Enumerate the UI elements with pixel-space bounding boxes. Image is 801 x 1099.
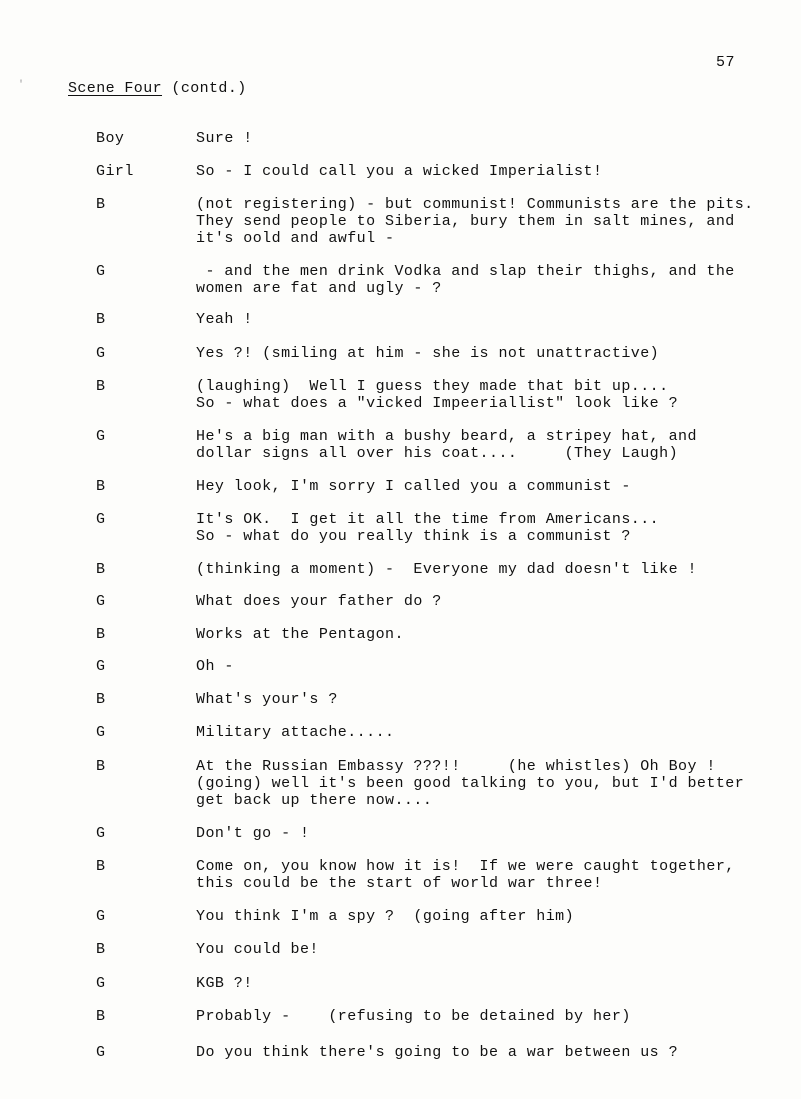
dialogue-text	[196, 130, 253, 147]
dialogue-line: What does your father do ?	[196, 593, 442, 610]
speaker-label: G	[96, 908, 106, 925]
dialogue-text	[196, 428, 697, 462]
dialogue-line: Probably - (refusing to be detained by her)	[196, 1008, 631, 1025]
speaker-label: B	[96, 196, 106, 213]
page-number: 57	[716, 54, 736, 71]
dialogue-text	[196, 478, 631, 495]
dialogue-text	[196, 758, 744, 809]
speaker-label: G	[96, 593, 106, 610]
speaker-label: B	[96, 378, 106, 395]
dialogue-text	[196, 908, 574, 925]
dialogue-line: Yes ?! (smiling at him - she is not unattractive)	[196, 345, 660, 362]
dialogue-line: KGB ?!	[196, 975, 253, 992]
dialogue-line: So - what does a "vicked Impeeriallist" look like ?	[196, 395, 679, 412]
speaker-label: G	[96, 975, 106, 992]
margin-tick-mark: '	[18, 80, 25, 91]
dialogue-text	[196, 691, 338, 708]
speaker-label: G	[96, 658, 106, 675]
dialogue-line: Military attache.....	[196, 724, 395, 741]
dialogue-line: (laughing) Well I guess they made that bit up....	[196, 378, 669, 395]
dialogue-text	[196, 311, 253, 328]
dialogue-text	[196, 825, 309, 842]
dialogue-text	[196, 724, 394, 741]
dialogue-text	[196, 941, 319, 958]
dialogue-text	[196, 626, 404, 643]
dialogue-line: Works at the Pentagon.	[196, 626, 404, 643]
speaker-label: B	[96, 691, 106, 708]
speaker-label: B	[96, 311, 106, 328]
dialogue-line: women are fat and ugly - ?	[196, 280, 442, 297]
speaker-label: B	[96, 478, 106, 495]
speaker-label: B	[96, 561, 106, 578]
speaker-label: G	[96, 428, 106, 445]
dialogue-line: You could be!	[196, 941, 319, 958]
scene-suffix: (contd.)	[171, 80, 247, 97]
speaker-label: B	[96, 941, 106, 958]
dialogue-line: (not registering) - but communist! Communists are the pits.	[196, 196, 754, 213]
dialogue-line: He's a big man with a bushy beard, a stripey hat, and	[196, 428, 697, 445]
speaker-label: G	[96, 1044, 106, 1061]
dialogue-line: They send people to Siberia, bury them in salt mines, and	[196, 213, 735, 230]
dialogue-line: Sure !	[196, 130, 253, 147]
speaker-label: Boy	[96, 130, 125, 147]
dialogue-line: Do you think there's going to be a war between us ?	[196, 1044, 679, 1061]
speaker-label: B	[96, 858, 106, 875]
dialogue-line: So - what do you really think is a communist ?	[196, 528, 631, 545]
speaker-label: B	[96, 758, 106, 775]
speaker-label: Girl	[96, 163, 134, 180]
dialogue-text	[196, 1044, 678, 1061]
dialogue-line: You think I'm a spy ? (going after him)	[196, 908, 575, 925]
dialogue-text	[196, 378, 678, 412]
speaker-label: G	[96, 724, 106, 741]
dialogue-line: it's oold and awful -	[196, 230, 395, 247]
speaker-label: G	[96, 345, 106, 362]
speaker-label: B	[96, 626, 106, 643]
dialogue-text	[196, 196, 754, 247]
dialogue-line: Hey look, I'm sorry I called you a communist -	[196, 478, 631, 495]
dialogue-line: get back up there now....	[196, 792, 433, 809]
speaker-label: B	[96, 1008, 106, 1025]
dialogue-text	[196, 658, 234, 675]
scene-heading	[68, 80, 247, 97]
dialogue-line: Come on, you know how it is! If we were caught together,	[196, 858, 735, 875]
dialogue-line: What's your's ?	[196, 691, 338, 708]
dialogue-line: So - I could call you a wicked Imperialist!	[196, 163, 603, 180]
dialogue-text	[196, 561, 697, 578]
dialogue-text	[196, 263, 735, 297]
dialogue-text	[196, 1008, 631, 1025]
dialogue-line: dollar signs all over his coat.... (They Laugh)	[196, 445, 679, 462]
dialogue-text	[196, 593, 442, 610]
speaker-label: G	[96, 511, 106, 528]
dialogue-line: (thinking a moment) - Everyone my dad doesn't like !	[196, 561, 697, 578]
scene-title: Scene Four	[68, 80, 163, 97]
dialogue-text	[196, 858, 735, 892]
dialogue-text	[196, 163, 602, 180]
dialogue-line: Yeah !	[196, 311, 253, 328]
dialogue-line: At the Russian Embassy ???!! (he whistles) Oh Boy !	[196, 758, 716, 775]
dialogue-text	[196, 345, 659, 362]
dialogue-text	[196, 975, 253, 992]
dialogue-line: - and the men drink Vodka and slap their thighs, and the	[196, 263, 735, 280]
speaker-label: G	[96, 825, 106, 842]
dialogue-line: Don't go - !	[196, 825, 310, 842]
dialogue-line: (going) well it's been good talking to you, but I'd better	[196, 775, 745, 792]
dialogue-text	[196, 511, 659, 545]
dialogue-line: Oh -	[196, 658, 234, 675]
speaker-label: G	[96, 263, 106, 280]
dialogue-line: this could be the start of world war three!	[196, 875, 603, 892]
dialogue-line: It's OK. I get it all the time from Americans...	[196, 511, 660, 528]
